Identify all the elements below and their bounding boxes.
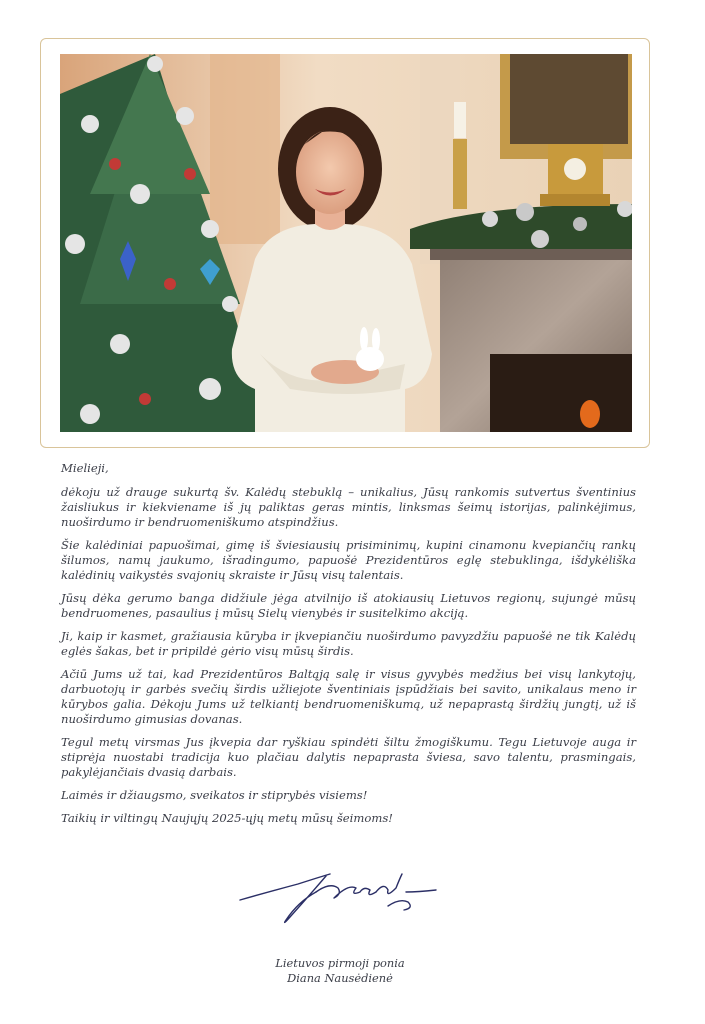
letter-body <box>61 461 636 834</box>
letter-paragraph: Ji, kaip ir kasmet, gražiausia kūryba ir įkvepiančiu nuoširdumo pavyzdžiu papuošė ne tik Kalėdų eglės šakas, bet ir pripildė gėrio visų mūsų širdis. <box>61 629 636 658</box>
signer-title: Lietuvos pirmoji ponia <box>275 956 405 970</box>
letter-paragraph: dėkoju už drauge sukurtą šv. Kalėdų stebuklą – unikalius, Jūsų rankomis sutvertus šventinius žaisliukus ir kiekviename iš jų paliktas geras mintis, linksmas šeimų istorijas, palinkėjimus, nuoširdumo ir bendruomeniškumo atspindžius. <box>61 485 636 529</box>
handwritten-signature <box>238 862 438 932</box>
christmas-portrait-photo <box>60 54 632 432</box>
letter-paragraph: Jūsų dėka gerumo banga didžiule jėga atvilnijo iš atokiausių Lietuvos regionų, sujungė mūsų bendruomenes, pasaulius į mūsų Sielų vienybės ir susitelkimo akciją. <box>61 591 636 620</box>
letter-paragraph: Ačiū Jums už tai, kad Prezidentūros Baltąją salę ir visus gyvybės medžius bei visų lankytojų, darbuotojų ir garbės svečių širdis užliejote šventiniais įspūdžiais bei savito, unikalaus meno ir kūrybos galia. Dėkoju Jums už telkiantį bendruomeniškumą, už nepaprastą širdžių jungtį, už iš nuoširdumo gimusias dovanas. <box>61 667 636 726</box>
letter-salutation: Mielieji, <box>61 461 109 475</box>
letter-paragraph: Šie kalėdiniai papuošimai, gimę iš šviesiausių prisiminimų, kupini cinamonu kvepiančių rankų šilumos, namų jaukumo, išradingumo, papuošė Prezidentūros eglę stebuklinga, išdykėliška kalėdinių vaikystės svajonių skraiste ir Jūsų visų talentais. <box>61 538 636 582</box>
signature-block <box>240 956 440 986</box>
letter-paragraph: Tegul metų virsmas Jus įkvepia dar ryškiau spindėti šiltu žmogiškumu. Tegu Lietuvoje auga ir stiprėja nuostabi tradicija kuo plačiau dalytis nepaprasta šviesa, savo talentu, prasmingais, pakylėjančiais dvasią darbais. <box>61 735 636 779</box>
signer-name: Diana Nausėdienė <box>287 971 393 985</box>
letter-paragraph: Laimės ir džiaugsmo, sveikatos ir stiprybės visiems! <box>61 788 368 802</box>
letter-paragraph: Taikių ir viltingų Naujųjų 2025-ųjų metų mūsų šeimoms! <box>61 811 393 825</box>
